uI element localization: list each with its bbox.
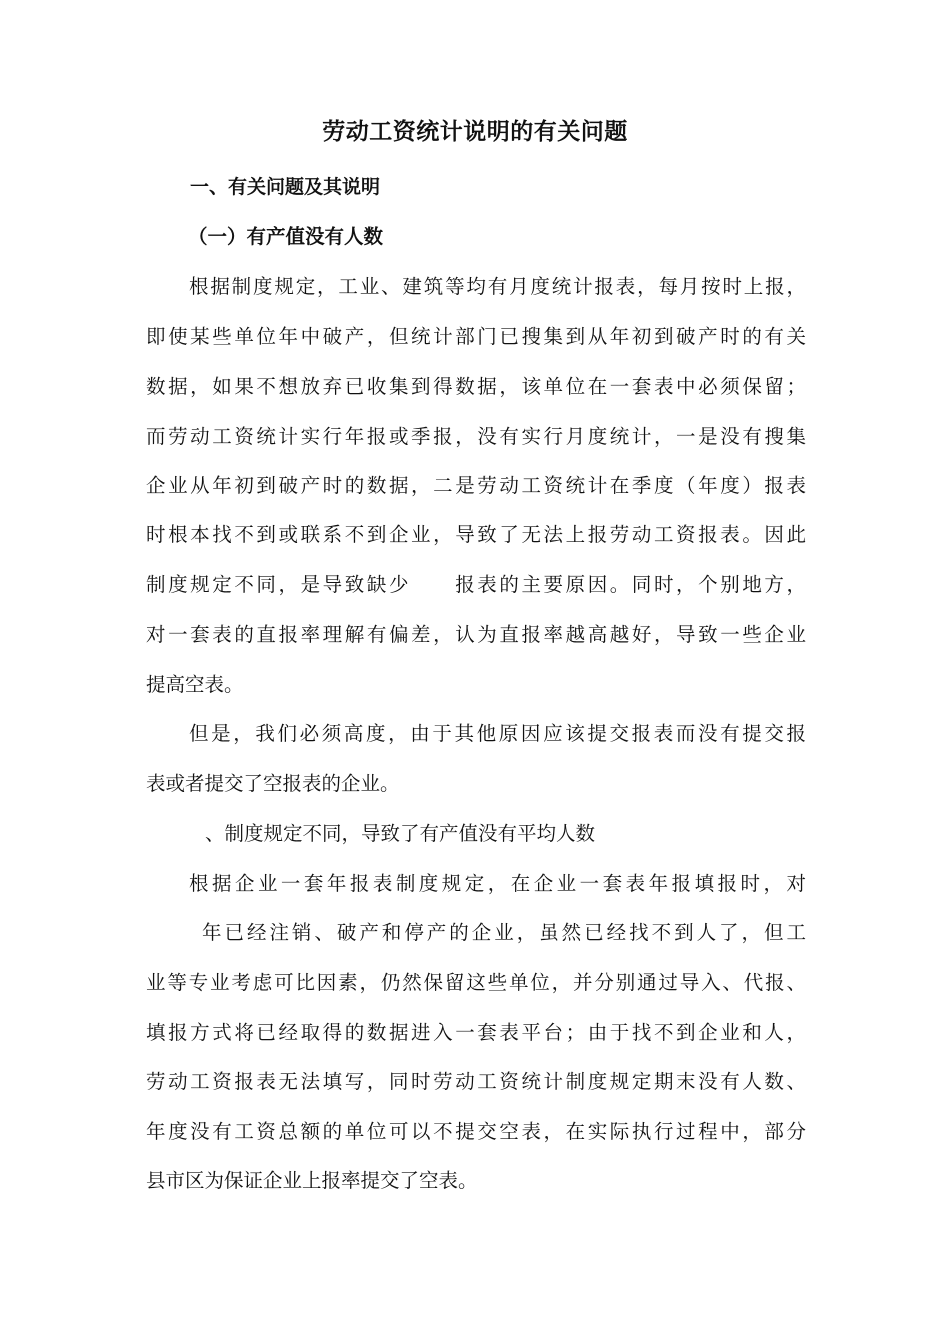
paragraph-line: 制度规定不同，是导致缺少 报表的主要原因。同时，个别地方，: [146, 573, 806, 596]
paragraph-line: 根据制度规定，工业、建筑等均有月度统计报表，每月按时上报，: [189, 275, 806, 298]
paragraph-line: 时根本找不到或联系不到企业，导致了无法上报劳动工资报表。因此: [146, 523, 806, 546]
paragraph-line: 数据，如果不想放弃已收集到得数据，该单位在一套表中必须保留；: [146, 375, 806, 398]
paragraph-line: 但是，我们必须高度，由于其他原因应该提交报表而没有提交报: [189, 722, 806, 745]
document-title: 劳动工资统计说明的有关问题: [322, 119, 628, 145]
paragraph-line: 年度没有工资总额的单位可以不提交空表，在实际执行过程中，部分: [146, 1120, 806, 1143]
paragraph-line: 而劳动工资统计实行年报或季报，没有实行月度统计，一是没有搜集: [146, 425, 806, 448]
subsection-heading: （一）有产值没有人数: [188, 225, 384, 248]
paragraph-line: 提高空表。: [146, 673, 244, 696]
paragraph-line: 劳动工资报表无法填写，同时劳动工资统计制度规定期末没有人数、: [146, 1070, 806, 1093]
paragraph-line: 企业从年初到破产时的数据，二是劳动工资统计在季度（年度）报表: [146, 474, 806, 497]
paragraph-line: 县市区为保证企业上报率提交了空表。: [146, 1169, 478, 1192]
paragraph-line: 填报方式将已经取得的数据进入一套表平台；由于找不到企业和人，: [146, 1021, 806, 1044]
subsection-heading-2: 、制度规定不同，导致了有产值没有平均人数: [205, 822, 596, 845]
paragraph-line: 对一套表的直报率理解有偏差，认为直报率越高越好，导致一些企业: [146, 623, 806, 646]
section-heading: 一、有关问题及其说明: [190, 176, 381, 198]
paragraph-line: 即使某些单位年中破产，但统计部门已搜集到从年初到破产时的有关: [146, 325, 806, 348]
paragraph-line: 业等专业考虑可比因素，仍然保留这些单位，并分别通过导入、代报、: [146, 971, 806, 994]
paragraph-line: 根据企业一套年报表制度规定，在企业一套表年报填报时，对: [189, 872, 806, 895]
paragraph-line: 表或者提交了空报表的企业。: [146, 772, 400, 795]
paragraph-line: 年已经注销、破产和停产的企业，虽然已经找不到人了，但工: [202, 921, 806, 944]
